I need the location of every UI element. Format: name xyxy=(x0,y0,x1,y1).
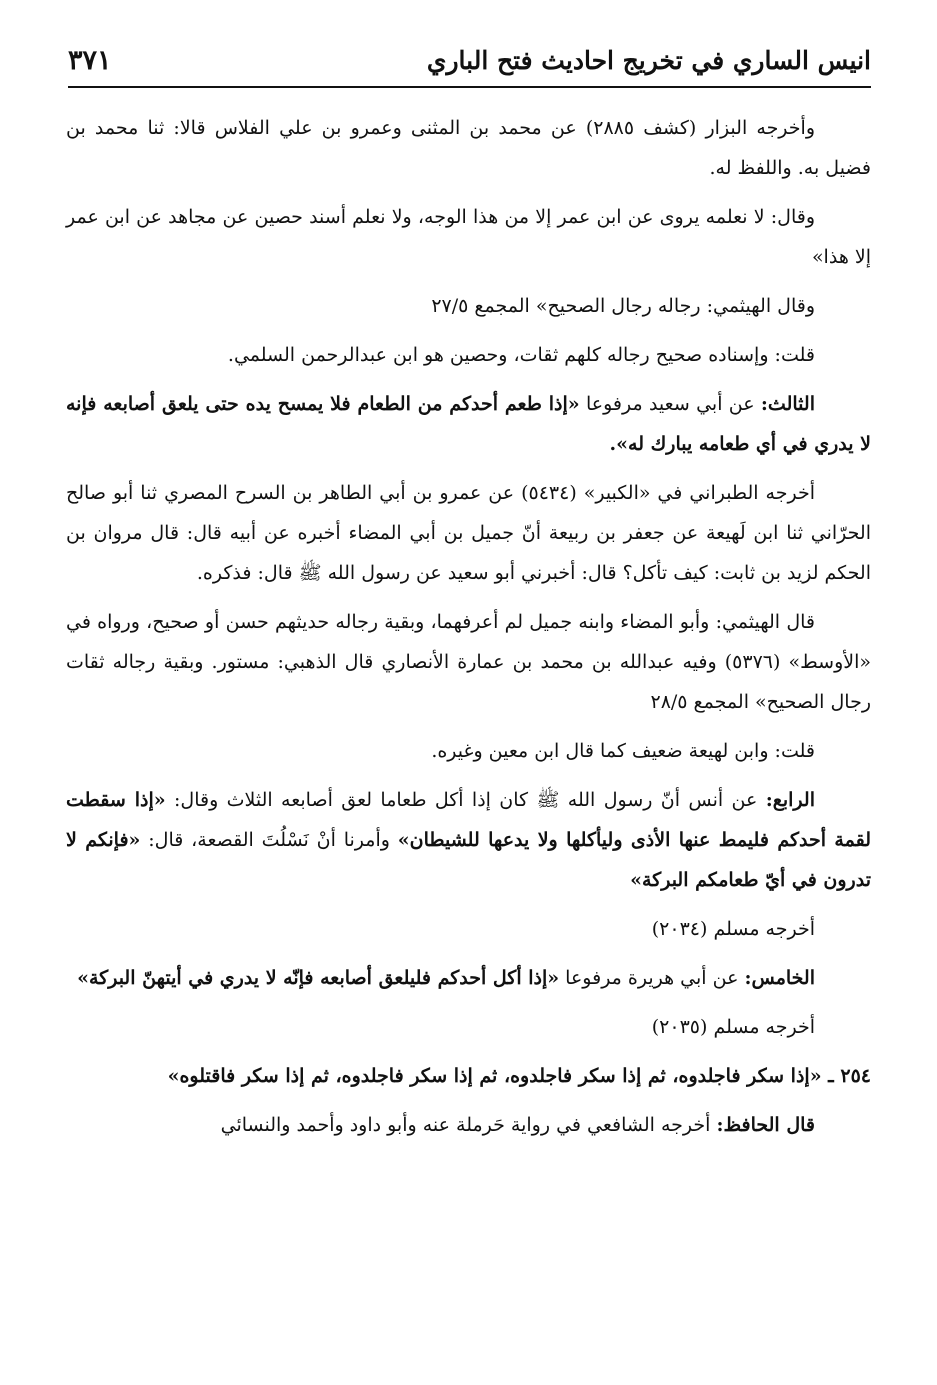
page-body xyxy=(66,108,871,1154)
page-header xyxy=(68,42,871,92)
paragraph-hafiz xyxy=(66,1105,871,1145)
hadith-text-third: «إذا طعم أحدكم من الطعام فلا يمسح يده حتى يلعق أصابعه فإنه لا يدري في أي طعامه يبارك له». xyxy=(66,393,871,455)
paragraph-author-note-1: قلت: وإسناده صحيح رجاله كلهم ثقات، وحصين هو ابن عبدالرحمن السلمي. xyxy=(227,344,815,366)
page-number: ٣٧١ xyxy=(68,45,112,76)
running-title: انيس الساري في تخريج احاديث فتح الباري xyxy=(426,46,871,75)
paragraph-bazzar-remark: وقال: لا نعلمه يروى عن ابن عمر إلا من هذا الوجه، ولا نعلم أسند حصين عن مجاهد عن ابن عمر إلا هذا» xyxy=(66,206,871,268)
paragraph-haythami-2: قال الهيثمي: وأبو المضاء وابنه جميل لم أعرفهما، وبقية رجاله حديثهم حسن أو صحيح، ورواه في «الأوسط» (٥٣٧٦) وفيه عبدالله بن محمد بن عمارة الأنصاري قال الذهبي: مستور. وبقية رجاله ثقات رجال الصحيح» المجمع ٢٨/٥ xyxy=(66,611,872,713)
header-rule xyxy=(68,86,871,88)
paragraph-author-note-2: قلت: وابن لهيعة ضعيف كما قال ابن معين وغيره. xyxy=(431,740,815,762)
paragraph-takhrij-bazzar: وأخرجه البزار (كشف ٢٨٨٥) عن محمد بن المثنى وعمرو بن علي الفلاس قالا: ثنا محمد بن فضيل به. واللفظ له. xyxy=(66,117,871,179)
hadith-intro-fourth: عن أنس أنّ رسول الله ﷺ كان إذا أكل طعاما لعق أصابعه الثلاث وقال: xyxy=(165,789,766,811)
hafiz-text: أخرجه الشافعي في رواية حَرملة عنه وأبو داود وأحمد والنسائي xyxy=(220,1114,717,1136)
paragraph-takhrij-muslim-1: أخرجه مسلم (٢٠٣٤) xyxy=(651,918,815,940)
hadith-middle-fourth: وأمرنا أنْ نَسْلُتَ القصعة، قال: xyxy=(140,829,398,851)
paragraph-hadith-fourth xyxy=(66,780,871,900)
paragraph-takhrij-tabarani: أخرجه الطبراني في «الكبير» (٥٤٣٤) عن عمرو بن أبي الطاهر بن السرح المصري ثنا أبو صالح الحرّاني ثنا ابن لَهيعة عن جعفر بن ربيعة أنّ جميل بن أبي المضاء أخبره عن أبيه قال: قال مروان بن الحكم لزيد بن ثابت: كيف تأكل؟ قال: أخبرني أبو سعيد عن رسول الله ﷺ قال: فذكره. xyxy=(66,482,871,584)
paragraph-hadith-third xyxy=(66,384,871,464)
hadith-label-fifth: الخامس: xyxy=(744,967,815,989)
paragraph-hadith-254: ٢٥٤ ـ «إذا سكر فاجلدوه، ثم إذا سكر فاجلدوه، ثم إذا سكر فاجلدوه، ثم إذا سكر فاقتلوه» xyxy=(167,1065,871,1087)
hadith-label-fourth: الرابع: xyxy=(765,789,815,811)
hadith-label-third: الثالث: xyxy=(760,393,815,415)
hadith-text-fourth-1: «إذا سقطت لقمة أحدكم فليمط عنها الأذى وليأكلها ولا يدعها للشيطان» xyxy=(66,789,871,851)
paragraph-hadith-fifth xyxy=(66,958,871,998)
hadith-intro-third: عن أبي سعيد مرفوعا xyxy=(579,393,761,415)
paragraph-haythami-1: وقال الهيثمي: رجاله رجال الصحيح» المجمع ٢٧/٥ xyxy=(431,295,815,317)
hadith-text-fourth-2: «فإنكم لا تدرون في أيّ طعامكم البركة» xyxy=(66,829,871,891)
hadith-text-fifth: «إذا أكل أحدكم فليلعق أصابعه فإنّه لا يدري في أيتهنّ البركة» xyxy=(77,967,560,989)
paragraph-takhrij-muslim-2: أخرجه مسلم (٢٠٣٥) xyxy=(651,1016,815,1038)
hadith-intro-fifth: عن أبي هريرة مرفوعا xyxy=(559,967,745,989)
hafiz-label: قال الحافظ: xyxy=(716,1114,815,1136)
